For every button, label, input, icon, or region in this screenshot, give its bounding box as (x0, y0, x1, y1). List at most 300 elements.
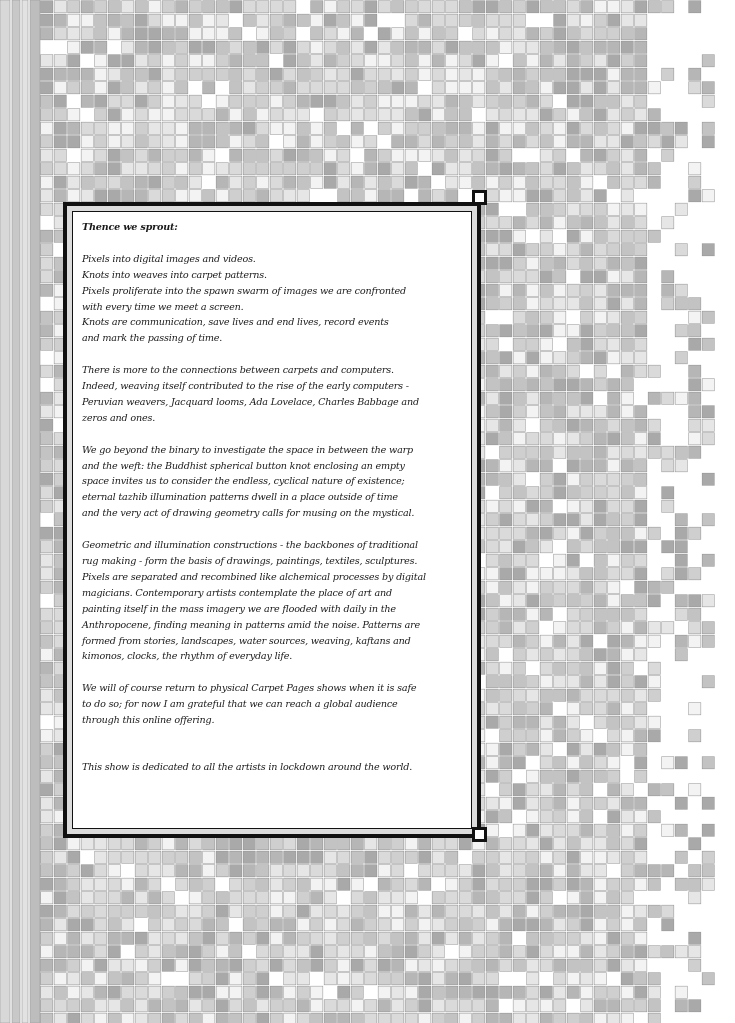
mosaic-tile (41, 284, 53, 296)
mosaic-tile (594, 487, 606, 499)
mosaic-tile (621, 149, 633, 161)
mosaic-tile (203, 973, 215, 985)
mosaic-tile (54, 149, 66, 161)
mosaic-tile (203, 28, 215, 40)
mosaic-tile (635, 581, 647, 593)
mosaic-tile (527, 433, 539, 445)
mosaic-tile (41, 527, 53, 539)
mosaic-tile (621, 55, 633, 67)
mosaic-tile (594, 932, 606, 944)
mosaic-tile (608, 743, 620, 755)
mosaic-tile (108, 109, 120, 121)
mosaic-tile (635, 230, 647, 242)
mosaic-tile (392, 932, 404, 944)
mosaic-tile (540, 82, 552, 94)
mosaic-tile (351, 41, 363, 53)
mosaic-tile (540, 271, 552, 283)
mosaic-tile (338, 136, 350, 148)
mosaic-tile (513, 487, 525, 499)
mosaic-tile (446, 136, 458, 148)
mosaic-tile (405, 1000, 417, 1012)
mosaic-tile (473, 1, 485, 13)
mosaic-tile (135, 878, 147, 890)
mosaic-tile (297, 838, 309, 850)
mosaic-tile (108, 946, 120, 958)
mosaic-tile (338, 14, 350, 26)
mosaic-tile (567, 946, 579, 958)
mosaic-tile (351, 919, 363, 931)
mosaic-tile (540, 298, 552, 310)
mosaic-tile (446, 109, 458, 121)
mosaic-tile (635, 824, 647, 836)
mosaic-tile (635, 919, 647, 931)
mosaic-tile (189, 986, 201, 998)
mosaic-tile (392, 95, 404, 107)
mosaic-tile (54, 14, 66, 26)
mosaic-tile (608, 622, 620, 634)
mosaic-tile (594, 325, 606, 337)
mosaic-tile (500, 797, 512, 809)
mosaic-tile (486, 176, 498, 188)
mosaic-tile (81, 986, 93, 998)
mosaic-tile (567, 919, 579, 931)
mosaic-tile (54, 136, 66, 148)
mosaic-tile (540, 365, 552, 377)
mosaic-tile (554, 838, 566, 850)
mosaic-tile (284, 838, 296, 850)
mosaic-tile (324, 122, 336, 134)
mosaic-tile (500, 109, 512, 121)
mosaic-tile (54, 932, 66, 944)
mosaic-tile (122, 109, 134, 121)
mosaic-tile (486, 500, 498, 512)
mosaic-tile (486, 68, 498, 80)
mosaic-tile (81, 905, 93, 917)
mosaic-tile (324, 892, 336, 904)
mosaic-tile (540, 716, 552, 728)
mosaic-tile (378, 190, 390, 202)
mosaic-tile (324, 149, 336, 161)
mosaic-tile (108, 82, 120, 94)
mosaic-tile (513, 514, 525, 526)
mosaic-tile (446, 55, 458, 67)
mosaic-tile (608, 392, 620, 404)
mosaic-tile (702, 676, 714, 688)
mosaic-tile (500, 406, 512, 418)
mosaic-tile (338, 28, 350, 40)
mosaic-tile (351, 82, 363, 94)
mosaic-tile (41, 554, 53, 566)
mosaic-tile (594, 851, 606, 863)
mosaic-tile (635, 433, 647, 445)
mosaic-tile (581, 824, 593, 836)
mosaic-tile (473, 28, 485, 40)
mosaic-tile (675, 527, 687, 539)
mosaic-tile (432, 892, 444, 904)
mosaic-tile (230, 136, 242, 148)
mosaic-tile (513, 325, 525, 337)
mosaic-tile (621, 217, 633, 229)
mosaic-tile (675, 298, 687, 310)
mosaic-tile (135, 109, 147, 121)
mosaic-tile (473, 163, 485, 175)
mosaic-tile (419, 932, 431, 944)
mosaic-tile (203, 919, 215, 931)
mosaic-tile (648, 446, 660, 458)
mosaic-tile (513, 311, 525, 323)
mosaic-tile (594, 527, 606, 539)
mosaic-tile (581, 662, 593, 674)
mosaic-tile (581, 109, 593, 121)
mosaic-tile (635, 68, 647, 80)
mosaic-tile (297, 136, 309, 148)
mosaic-tile (513, 851, 525, 863)
mosaic-tile (554, 419, 566, 431)
mosaic-tile (689, 311, 701, 323)
mosaic-tile (527, 176, 539, 188)
mosaic-tile (513, 622, 525, 634)
mosaic-tile (554, 473, 566, 485)
mosaic-tile (122, 41, 134, 53)
mosaic-tile (500, 757, 512, 769)
mosaic-tile (486, 230, 498, 242)
mosaic-tile (608, 473, 620, 485)
mosaic-tile (554, 811, 566, 823)
mosaic-tile (270, 95, 282, 107)
mosaic-tile (432, 919, 444, 931)
mosaic-tile (540, 311, 552, 323)
mosaic-tile (608, 554, 620, 566)
mosaic-tile (500, 959, 512, 971)
mosaic-tile (41, 662, 53, 674)
mosaic-tile (581, 595, 593, 607)
mosaic-tile (581, 703, 593, 715)
mosaic-tile (162, 892, 174, 904)
mosaic-tile (635, 109, 647, 121)
mosaic-tile (500, 568, 512, 580)
mosaic-tile (203, 946, 215, 958)
mosaic-tile (284, 122, 296, 134)
mosaic-tile (351, 1013, 363, 1023)
mosaic-tile (297, 865, 309, 877)
mosaic-tile (540, 608, 552, 620)
mosaic-tile (662, 122, 674, 134)
mosaic-tile (608, 352, 620, 364)
mosaic-tile (689, 325, 701, 337)
mosaic-tile (405, 838, 417, 850)
mosaic-tile (149, 122, 161, 134)
mosaic-tile (230, 892, 242, 904)
mosaic-tile (527, 649, 539, 661)
mosaic-tile (689, 946, 701, 958)
mosaic-tile (392, 1013, 404, 1023)
mosaic-tile (68, 14, 80, 26)
mosaic-tile (581, 649, 593, 661)
mosaic-tile (621, 892, 633, 904)
mosaic-tile (621, 649, 633, 661)
mosaic-tile (297, 851, 309, 863)
mosaic-tile (54, 122, 66, 134)
mosaic-tile (338, 905, 350, 917)
mosaic-tile (608, 325, 620, 337)
mosaic-tile (135, 892, 147, 904)
mosaic-tile (459, 905, 471, 917)
mosaic-tile (567, 838, 579, 850)
mosaic-tile (621, 662, 633, 674)
mosaic-tile (486, 203, 498, 215)
mosaic-tile (378, 163, 390, 175)
mosaic-tile (635, 217, 647, 229)
mosaic-tile (108, 905, 120, 917)
mosaic-tile (486, 365, 498, 377)
mosaic-tile (419, 68, 431, 80)
mosaic-tile (594, 230, 606, 242)
mosaic-tile (41, 946, 53, 958)
mosaic-tile (459, 932, 471, 944)
mosaic-tile (311, 82, 323, 94)
mosaic-tile (594, 55, 606, 67)
mosaic-tile (446, 190, 458, 202)
mosaic-tile (527, 959, 539, 971)
mosaic-tile (338, 82, 350, 94)
mosaic-tile (41, 271, 53, 283)
mosaic-tile (554, 41, 566, 53)
mosaic-tile (405, 1, 417, 13)
mosaic-tile (203, 82, 215, 94)
mosaic-tile (594, 217, 606, 229)
mosaic-tile (500, 527, 512, 539)
mosaic-tile (554, 797, 566, 809)
mosaic-tile (648, 784, 660, 796)
mosaic-tile (608, 1013, 620, 1023)
mosaic-tile (500, 460, 512, 472)
mosaic-tile (324, 109, 336, 121)
mosaic-tile (594, 757, 606, 769)
mosaic-tile (500, 905, 512, 917)
mosaic-tile (459, 14, 471, 26)
mosaic-tile (554, 595, 566, 607)
mosaic-tile (635, 946, 647, 958)
mosaic-tile (500, 28, 512, 40)
mosaic-tile (162, 109, 174, 121)
mosaic-tile (432, 41, 444, 53)
mosaic-tile (68, 109, 80, 121)
mosaic-tile (608, 311, 620, 323)
mosaic-tile (621, 230, 633, 242)
mosaic-tile (527, 676, 539, 688)
mosaic-tile (108, 1000, 120, 1012)
mosaic-tile (581, 163, 593, 175)
mosaic-tile (540, 203, 552, 215)
mosaic-tile (648, 865, 660, 877)
mosaic-tile (41, 784, 53, 796)
mosaic-tile (567, 959, 579, 971)
mosaic-tile (257, 892, 269, 904)
mosaic-tile (311, 959, 323, 971)
mosaic-tile (662, 905, 674, 917)
mosaic-tile (135, 68, 147, 80)
mosaic-tile (594, 379, 606, 391)
mosaic-tile (270, 932, 282, 944)
mosaic-tile (122, 959, 134, 971)
mosaic-tile (135, 851, 147, 863)
mosaic-tile (135, 932, 147, 944)
mosaic-tile (554, 865, 566, 877)
mosaic-tile (419, 41, 431, 53)
mosaic-tile (189, 973, 201, 985)
mosaic-tile (486, 325, 498, 337)
mosaic-tile (54, 190, 66, 202)
mosaic-tile (135, 82, 147, 94)
mosaic-tile (567, 554, 579, 566)
mosaic-stripe (0, 0, 10, 1023)
mosaic-tile (567, 338, 579, 350)
mosaic-tile (648, 581, 660, 593)
mosaic-tile (513, 865, 525, 877)
mosaic-tile (635, 163, 647, 175)
mosaic-tile (554, 244, 566, 256)
mosaic-tile (581, 689, 593, 701)
mosaic-tile (540, 865, 552, 877)
mosaic-tile (419, 14, 431, 26)
mosaic-tile (392, 41, 404, 53)
mosaic-tile (648, 1, 660, 13)
mosaic-tile (149, 14, 161, 26)
mosaic-tile (41, 878, 53, 890)
mosaic-tile (392, 1000, 404, 1012)
mosaic-tile (351, 190, 363, 202)
mosaic-tile (554, 311, 566, 323)
mosaic-tile (338, 95, 350, 107)
mosaic-tile (365, 1, 377, 13)
mosaic-tile (122, 82, 134, 94)
mosaic-tile (567, 460, 579, 472)
mosaic-tile (41, 730, 53, 742)
mosaic-tile (621, 973, 633, 985)
mosaic-tile (594, 68, 606, 80)
mosaic-tile (540, 527, 552, 539)
mosaic-tile (540, 55, 552, 67)
mosaic-tile (581, 797, 593, 809)
mosaic-tile (635, 203, 647, 215)
mosaic-tile (365, 55, 377, 67)
mosaic-tile (108, 95, 120, 107)
mosaic-tile (540, 905, 552, 917)
mosaic-tile (54, 1013, 66, 1023)
mosaic-tile (378, 55, 390, 67)
mosaic-tile (540, 757, 552, 769)
mosaic-tile (41, 770, 53, 782)
mosaic-tile (513, 541, 525, 553)
mosaic-tile (81, 878, 93, 890)
mosaic-tile (527, 122, 539, 134)
mosaic-tile (419, 136, 431, 148)
mosaic-tile (189, 109, 201, 121)
mosaic-tile (230, 932, 242, 944)
mosaic-tile (81, 919, 93, 931)
mosaic-tile (122, 149, 134, 161)
mosaic-tile (41, 338, 53, 350)
mosaic-tile (95, 82, 107, 94)
mosaic-tile (513, 163, 525, 175)
mosaic-tile (608, 541, 620, 553)
mosaic-tile (594, 919, 606, 931)
mosaic-tile (621, 460, 633, 472)
mosaic-tile (486, 460, 498, 472)
mosaic-tile (459, 919, 471, 931)
mosaic-tile (378, 1, 390, 13)
mosaic-tile (122, 176, 134, 188)
mosaic-tile (486, 82, 498, 94)
mosaic-tile (513, 608, 525, 620)
mosaic-tile (567, 716, 579, 728)
mosaic-tile (230, 163, 242, 175)
mosaic-tile (689, 338, 701, 350)
mosaic-tile (635, 743, 647, 755)
mosaic-tile (68, 122, 80, 134)
mosaic-tile (41, 865, 53, 877)
mosaic-tile (635, 446, 647, 458)
mosaic-tile (68, 55, 80, 67)
mosaic-tile (459, 946, 471, 958)
mosaic-tile (486, 190, 498, 202)
mosaic-tile (689, 406, 701, 418)
mosaic-tile (405, 851, 417, 863)
mosaic-tile (500, 662, 512, 674)
mosaic-tile (689, 865, 701, 877)
mosaic-tile (446, 959, 458, 971)
mosaic-tile (500, 14, 512, 26)
mosaic-tile (540, 109, 552, 121)
mosaic-tile (230, 946, 242, 958)
mosaic-tile (432, 149, 444, 161)
mosaic-tile (284, 82, 296, 94)
mosaic-tile (41, 406, 53, 418)
mosaic-tile (608, 284, 620, 296)
mosaic-tile (378, 959, 390, 971)
mosaic-tile (486, 284, 498, 296)
mosaic-tile (486, 986, 498, 998)
mosaic-tile (351, 946, 363, 958)
mosaic-tile (635, 716, 647, 728)
mosaic-tile (567, 514, 579, 526)
mosaic-tile (567, 325, 579, 337)
text-line: Indeed, weaving itself contributed to the rise of the early computers - (82, 381, 409, 393)
mosaic-tile (621, 932, 633, 944)
mosaic-tile (473, 95, 485, 107)
mosaic-tile (324, 1, 336, 13)
mosaic-tile (284, 905, 296, 917)
mosaic-tile (122, 190, 134, 202)
mosaic-tile (243, 1000, 255, 1012)
mosaic-tile (567, 190, 579, 202)
mosaic-tile (540, 41, 552, 53)
mosaic-tile (540, 68, 552, 80)
mosaic-tile (581, 959, 593, 971)
mosaic-tile (459, 82, 471, 94)
mosaic-tile (608, 770, 620, 782)
mosaic-tile (567, 379, 579, 391)
mosaic-tile (176, 1000, 188, 1012)
mosaic-tile (513, 95, 525, 107)
mosaic-tile (567, 136, 579, 148)
mosaic-tile (540, 338, 552, 350)
mosaic-tile (608, 217, 620, 229)
mosaic-tile (648, 433, 660, 445)
mosaic-tile (149, 1013, 161, 1023)
mosaic-tile (68, 136, 80, 148)
text-line: Peruvian weavers, Jacquard looms, Ada Lovelace, Charles Babbage and (82, 396, 419, 408)
